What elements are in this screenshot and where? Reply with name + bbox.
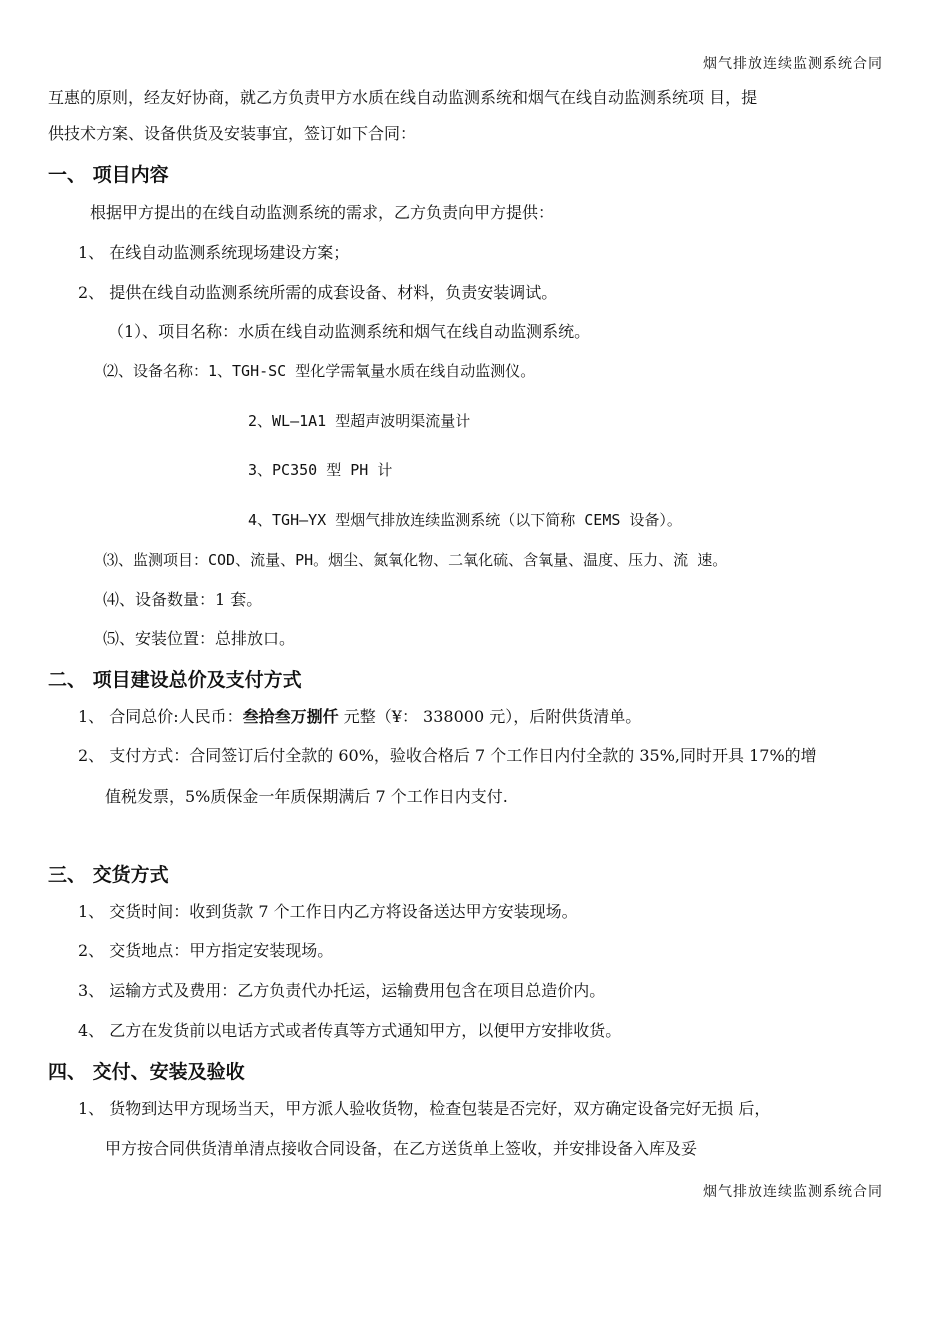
section-2-item-2-line-2: 值税发票，5%质保金一年质保期满后 7 个工作日内支付. [105, 787, 508, 806]
section-2-heading: 二、 项目建设总价及支付方式 [48, 669, 302, 691]
section-4-item-1-line-1: 1、 货物到达甲方现场当天，甲方派人验收货物，检查包装是否完好，双方确定设备完好无损 后， [78, 1099, 771, 1118]
header-title: 烟气排放连续监测系统合同 [703, 56, 883, 72]
section-3-heading: 三、 交货方式 [48, 864, 169, 886]
section-1-sub-3: ⑶、监测项目：COD、流量、PH。烟尘、氮氧化物、二氧化硫、含氧量、温度、压力、流 速。 [103, 551, 728, 569]
equipment-3: 3、PC350 型 PH 计 [248, 461, 393, 479]
contract-amount-figure: 元整（¥： 338000 元），后附供货清单。 [338, 707, 642, 726]
section-1-item-1: 1、 在线自动监测系统现场建设方案； [78, 243, 350, 262]
section-4-item-1-line-2: 甲方按合同供货清单清点接收合同设备，在乙方送货单上签收，并安排设备入库及妥 [105, 1139, 698, 1158]
section-1-sub-1: （1）、项目名称：水质在线自动监测系统和烟气在线自动监测系统。 [108, 322, 591, 341]
section-1-sub-2: ⑵、设备名称：1、TGH-SC 型化学需氧量水质在线自动监测仪。 [103, 362, 536, 380]
intro-line-1: 互惠的原则，经友好协商，就乙方负责甲方水质在线自动监测系统和烟气在线自动监测系统项 目，提 [48, 88, 758, 107]
footer-title: 烟气排放连续监测系统合同 [703, 1184, 883, 1200]
contract-total-label: 1、 合同总价:人民币： [78, 707, 243, 726]
section-1-sub-4: ⑷、设备数量：1 套。 [103, 590, 263, 609]
section-1-item-2: 2、 提供在线自动监测系统所需的成套设备、材料，负责安装调试。 [78, 283, 558, 302]
equipment-2: 2、WL—1A1 型超声波明渠流量计 [248, 412, 471, 430]
section-4-heading: 四、 交付、安装及验收 [48, 1061, 245, 1083]
intro-line-2: 供技术方案、设备供货及安装事宜，签订如下合同： [48, 124, 417, 143]
section-1-heading: 一、 项目内容 [48, 164, 169, 186]
contract-amount-words: 叁拾叁万捌仟 [242, 707, 339, 726]
equipment-4: 4、TGH—YX 型烟气排放连续监测系统（以下简称 CEMS 设备）。 [248, 511, 682, 529]
section-1-sub-5: ⑸、安装位置：总排放口。 [103, 629, 296, 648]
section-1-lead: 根据甲方提出的在线自动监测系统的需求，乙方负责向甲方提供： [90, 203, 555, 222]
section-2-item-1 [78, 707, 641, 727]
section-3-item-4: 4、 乙方在发货前以电话方式或者传真等方式通知甲方，以便甲方安排收货。 [78, 1021, 622, 1040]
section-3-item-2: 2、 交货地点：甲方指定安装现场。 [78, 941, 334, 960]
section-3-item-3: 3、 运输方式及费用：乙方负责代办托运，运输费用包含在项目总造价内。 [78, 981, 606, 1000]
section-3-item-1: 1、 交货时间：收到货款 7 个工作日内乙方将设备送达甲方安装现场。 [78, 902, 578, 921]
section-2-item-2-line-1: 2、 支付方式：合同签订后付全款的 60%，验收合格后 7 个工作日内付全款的 35%,同时开具 17%的增 [78, 746, 817, 765]
